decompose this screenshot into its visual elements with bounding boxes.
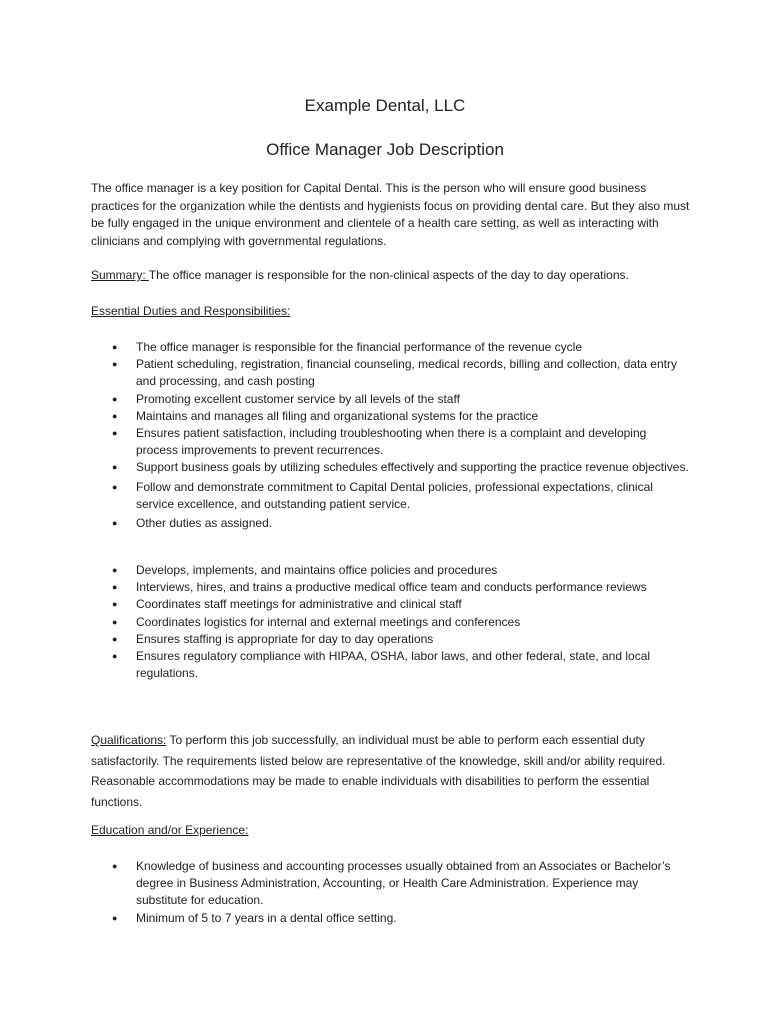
- duties-heading: [91, 303, 691, 321]
- summary-label: Summary:: [91, 268, 149, 282]
- bullet-icon: ●: [112, 912, 118, 923]
- qualifications-paragraph: [91, 730, 691, 812]
- bullet-icon: ●: [112, 633, 118, 644]
- list-item: [91, 614, 691, 631]
- list-item-text: The office manager is responsible for the financial performance of the revenue cycle: [136, 340, 583, 354]
- bullet-icon: ●: [112, 861, 118, 871]
- list-item: [91, 562, 691, 579]
- list-item-text: Ensures staffing is appropriate for day to day operations: [136, 631, 434, 646]
- summary-paragraph: [91, 267, 691, 285]
- list-item-text: Interviews, hires, and trains a productive medical office team and conducts performance reviews: [136, 580, 647, 595]
- qualifications-label: Qualifications:: [91, 733, 167, 747]
- bullet-icon: ●: [112, 359, 118, 370]
- list-item: [91, 408, 691, 425]
- list-item: [91, 459, 691, 476]
- document-title: Office Manager Job Description: [266, 140, 504, 159]
- bullet-icon: ●: [112, 481, 118, 492]
- list-item-text: Follow and demonstrate commitment to Capital Dental policies, professional expectations, clinical service excellence, and outstanding patient service.: [136, 479, 653, 511]
- list-item: [91, 425, 691, 459]
- bullet-icon: ●: [112, 462, 118, 473]
- list-item: [91, 391, 691, 408]
- bullet-icon: ●: [112, 393, 118, 404]
- qualifications-text: To perform this job successfully, an individual must be able to perform each essential duty satisfactorily. The requirements listed below are representative of the knowledge, skill and/or ability required. Reasonable accommodations may be made to enable individuals with disabilities to perform the essential functions.: [91, 733, 666, 809]
- list-item: [91, 339, 691, 356]
- list-item-text: Other duties as assigned.: [136, 516, 273, 531]
- list-item-text: Minimum of 5 to 7 years in a dental office setting.: [136, 910, 397, 925]
- list-item: [91, 648, 691, 682]
- duties-list-2: [91, 562, 691, 682]
- bullet-icon: ●: [112, 410, 118, 421]
- bullet-icon: ●: [112, 599, 118, 610]
- list-item: [91, 631, 691, 648]
- list-item-text: Ensures regulatory compliance with HIPAA, OSHA, labor laws, and other federal, state, and local regulations.: [136, 649, 651, 681]
- duties-heading-text: Essential Duties and Responsibilities:: [91, 304, 291, 318]
- intro-paragraph: The office manager is a key position for Capital Dental. This is the person who will ensure good business practices for the organization while the dentists and hygienists focus on providing dental care. But they also must be fully engaged in the unique environment and clientele of a health care setting, as well as interacting with clinicians and complying with governmental regulations.: [91, 181, 690, 248]
- list-item: [91, 858, 691, 910]
- bullet-icon: ●: [112, 582, 118, 593]
- list-item: [91, 596, 691, 613]
- list-item-text: Develops, implements, and maintains office policies and procedures: [136, 563, 498, 577]
- list-item: [91, 356, 691, 390]
- list-item-text: Ensures patient satisfaction, including troubleshooting when there is a complaint and developing process improvements to prevent recurrences.: [136, 426, 647, 458]
- list-item-text: Patient scheduling, registration, financial counseling, medical records, billing and collection, data entry and processing, and cash posting: [136, 357, 677, 389]
- bullet-icon: ●: [112, 565, 118, 575]
- list-item: [91, 479, 691, 513]
- education-heading-text: Education and/or Experience:: [91, 823, 249, 837]
- company-name: Example Dental, LLC: [304, 96, 466, 115]
- list-item: [91, 910, 691, 927]
- bullet-icon: ●: [112, 651, 118, 662]
- list-item-text: Coordinates logistics for internal and external meetings and conferences: [136, 614, 521, 629]
- list-item-text: Coordinates staff meetings for administrative and clinical staff: [136, 597, 462, 612]
- list-item: [91, 579, 691, 596]
- education-heading: [91, 822, 691, 840]
- bullet-icon: ●: [112, 518, 118, 529]
- bullet-icon: ●: [112, 342, 118, 352]
- bullet-icon: ●: [112, 616, 118, 627]
- list-item-text: Knowledge of business and accounting processes usually obtained from an Associates or Bachelor’s degree in Business Administration, Accounting, or Health Care Administration. Experience may substitute for education.: [136, 859, 671, 908]
- list-item-text: Support business goals by utilizing schedules effectively and supporting the practice revenue objectives.: [136, 460, 689, 475]
- education-list: [91, 858, 691, 927]
- duties-list-1: [91, 339, 691, 532]
- summary-text: The office manager is responsible for the non-clinical aspects of the day to day operations.: [148, 268, 629, 282]
- bullet-icon: ●: [112, 428, 118, 439]
- list-item: [91, 515, 691, 532]
- list-item-text: Promoting excellent customer service by all levels of the staff: [136, 391, 460, 406]
- list-item-text: Maintains and manages all filing and organizational systems for the practice: [136, 408, 539, 423]
